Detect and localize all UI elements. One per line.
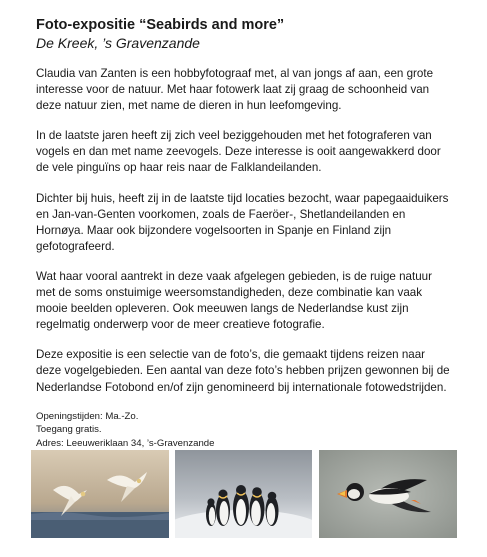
address: Adres: Leeuweriklaan 34, ’s-Gravenzande: [36, 437, 215, 449]
photo-strip: [31, 450, 457, 538]
paragraph-locations: Dichter bij huis, heeft zij in de laatste tijd locaties bezocht, waar papegaaiduikers en Jan-van-Genten voorkomen, zoals de Faeröer-, Shetlandeilanden en Hornøya. Maar ook bijzondere vogelsoorten in Spanje en Finland zijn gefotografeerd.: [36, 191, 449, 253]
paragraph-nature: Wat haar vooral aantrekt in deze vaak afgelegen gebieden, is de ruige natuur met de soms onstuimige weersomstandigheden, deze combinatie kan vaak mooie beelden opleveren. Ook meeuwen langs de Nederlandse kust zijn regelmatig onderwerp voor de meer creatieve fotografie.: [36, 269, 432, 332]
page-title: Foto-expositie “Seabirds and more”: [36, 17, 285, 33]
info-block: [36, 410, 451, 451]
paragraph-intro: Claudia van Zanten is een hobbyfotograaf met, al van jongs af aan, een grote interesse voor de natuur. Met haar fotowerk laat zij graag de schoonheid van deze natuur zien, met name de dieren in hun leefomgeving.: [36, 67, 434, 113]
paragraph-selection: Deze expositie is een selectie van de foto’s, die gemaakt tijdens reizen naar deze vogelgebieden. Een aantal van deze foto’s hebben prijzen gewonnen bij de Nederlandse Fotobond en/of zijn genomineerd bij internationale fotowedstrijden.: [36, 348, 450, 394]
opening-hours: Openingstijden: Ma.-Zo.: [36, 410, 139, 422]
photo-penguins: [175, 450, 312, 538]
page-subtitle: De Kreek, ’s Gravenzande: [36, 35, 200, 51]
paragraph-seabirds: In de laatste jaren heeft zij zich veel beziggehouden met het fotograferen van vogels en dan met name zeevogels. Deze interesse is ooit aangewakkerd door de vele pinguïns op haar reis naar de Falklandeilanden.: [36, 129, 441, 175]
entry-fee: Toegang gratis.: [36, 424, 102, 436]
photo-puffin: [319, 450, 457, 538]
photo-gannets: [31, 450, 169, 538]
